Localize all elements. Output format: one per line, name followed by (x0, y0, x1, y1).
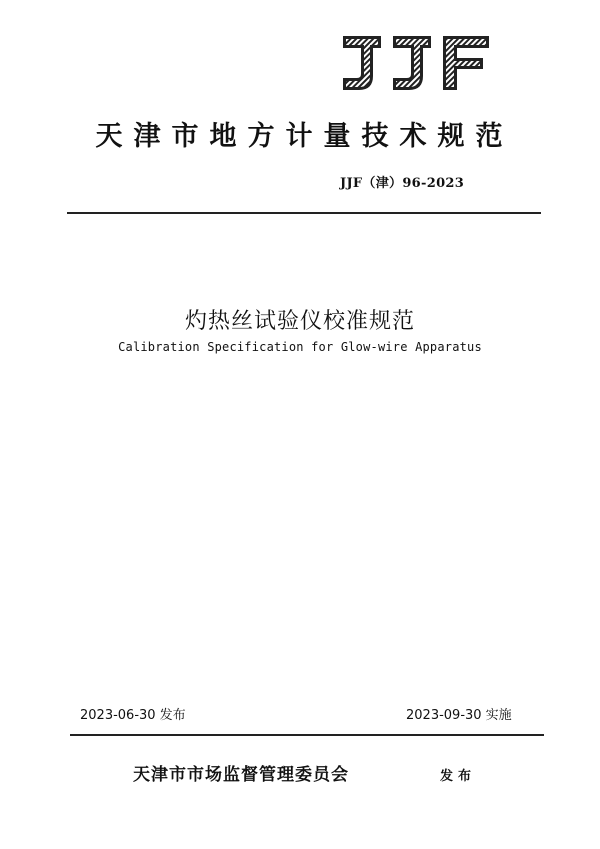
series-title: 天津市地方计量技术规范 (95, 121, 514, 152)
implementation-date: 2023-09-30 实施 (406, 708, 512, 723)
issue-date: 2023-06-30 发布 (80, 708, 186, 723)
document-number: JJF（津）96-2023 (340, 176, 465, 191)
publisher-name: 天津市市场监督管理委员会 (133, 765, 349, 785)
document-title-chinese: 灼热丝试验仪校准规范 (184, 309, 415, 334)
jjf-logo (337, 34, 493, 92)
top-divider (67, 212, 541, 214)
bottom-divider (70, 734, 544, 736)
publisher-action: 发布 (440, 769, 477, 784)
document-title-english: Calibration Specification for Glow-wire Apparatus (118, 340, 482, 354)
